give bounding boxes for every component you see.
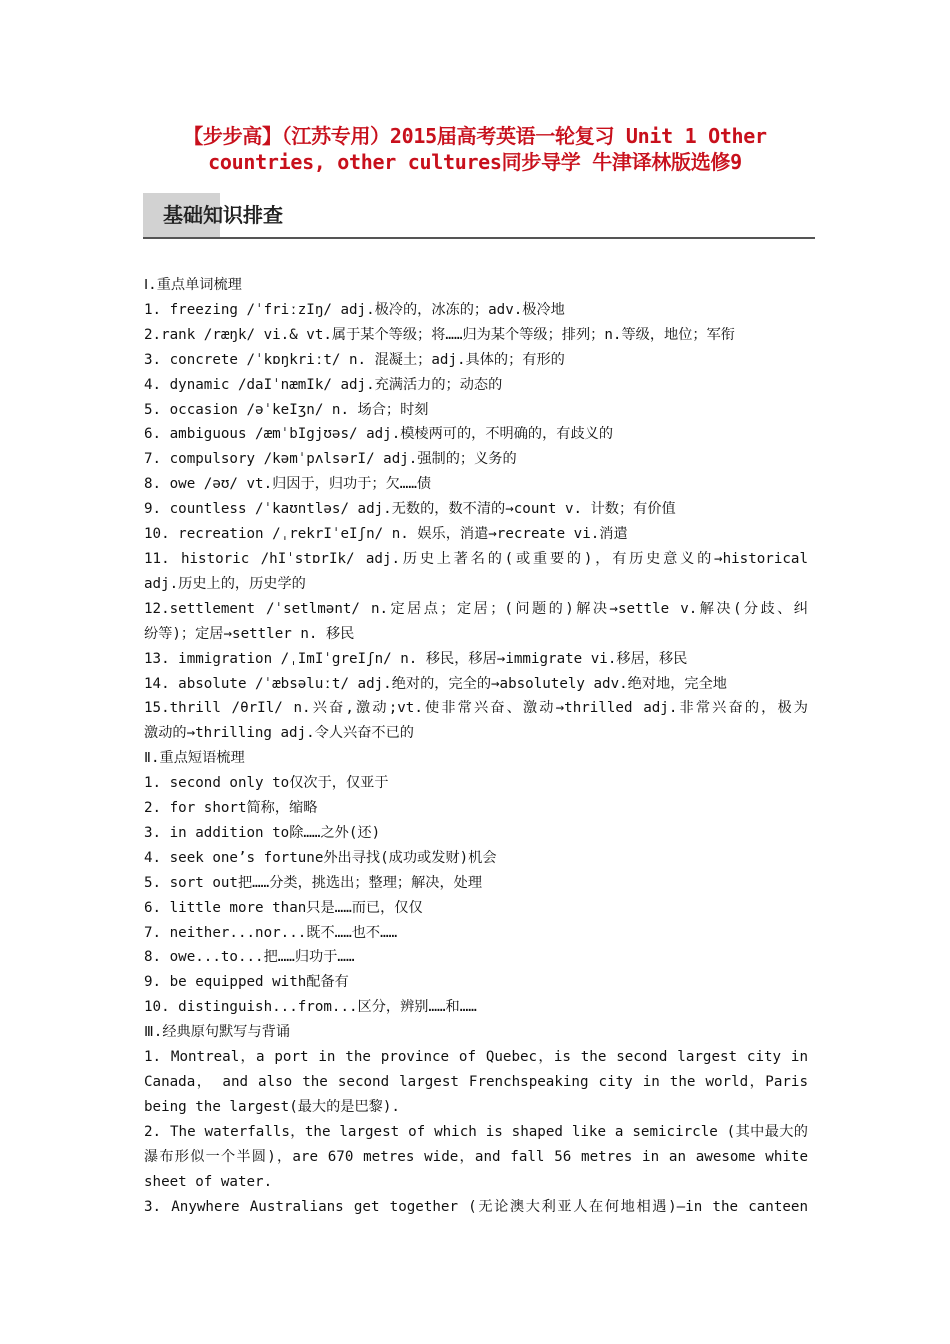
document-title bbox=[120, 123, 830, 175]
phrase-entry: 1. second only to仅次于，仅亚于 bbox=[144, 775, 389, 792]
phrase-entry: 10. distinguish...from...区分，辨别……和…… bbox=[144, 999, 477, 1016]
phrase-entry: 2. for short简称，缩略 bbox=[144, 800, 318, 817]
sentence-entry-continued: sheet of water. bbox=[144, 1173, 273, 1190]
phrase-entry: 6. little more than只是……而已，仅仅 bbox=[144, 899, 423, 916]
word-entry-continued: 纷等)；定居→settler n. 移民 bbox=[144, 625, 355, 642]
word-entry: 2.rank /ræŋk/ vi.& vt.属于某个等级；将……归为某个等级；排列；n.等级，地位；军衔 bbox=[144, 326, 735, 343]
sentence-entry-continued: being the largest(最大的是巴黎). bbox=[144, 1098, 400, 1115]
phrase-entry: 5. sort out把……分类，挑选出；整理；解决，处理 bbox=[144, 874, 483, 891]
section-header-rule bbox=[143, 237, 815, 239]
word-entry: 3. concrete /ˈkɒŋkriːt/ n. 混凝土；adj.具体的；有形的 bbox=[144, 351, 565, 368]
phrase-entry: 4. seek one’s fortune外出寻找(成功或发财)机会 bbox=[144, 849, 497, 866]
phrase-entry: 7. neither...nor...既不……也不…… bbox=[144, 924, 398, 941]
word-entry: 13. immigration /ˌImIˈgreIʃn/ n. 移民，移居→immigrate vi.移居，移民 bbox=[144, 650, 688, 667]
word-entry-continued: 激动的→thrilling adj.令人兴奋不已的 bbox=[144, 725, 414, 742]
word-entry: 8. owe /əʊ/ vt.归因于，归功于；欠……债 bbox=[144, 476, 432, 493]
heading-sentences: Ⅲ.经典原句默写与背诵 bbox=[144, 1024, 291, 1041]
word-entry: 5. occasion /əˈkeIʒn/ n. 场合；时刻 bbox=[144, 401, 429, 418]
section-header bbox=[143, 193, 815, 239]
phrase-entry: 3. in addition to除……之外(还) bbox=[144, 824, 381, 841]
word-entry: 15.thrill /θrIl/ n.兴奋,激动;vt.使非常兴奋、激动→thrilled adj.非常兴奋的，极为 bbox=[144, 700, 808, 717]
heading-phrases: Ⅱ.重点短语梳理 bbox=[144, 750, 245, 767]
section-header-label: 基础知识排查 bbox=[163, 203, 283, 227]
word-entry: 4. dynamic /daIˈnæmIk/ adj.充满活力的；动态的 bbox=[144, 376, 503, 393]
title-line-2: countries, other cultures同步导学 牛津译林版选修9 bbox=[208, 150, 742, 174]
phrase-entry: 8. owe...to...把……归功于…… bbox=[144, 949, 355, 966]
word-entry: 10. recreation /ˌrekrIˈeIʃn/ n. 娱乐，消遣→recreate vi.消遣 bbox=[144, 526, 628, 543]
word-entry: 6. ambiguous /æmˈbIgjʊəs/ adj.模棱两可的，不明确的，有歧义的 bbox=[144, 426, 614, 443]
heading-words: Ⅰ.重点单词梳理 bbox=[144, 277, 242, 293]
word-entry: 9. countless /ˈkaʊntləs/ adj.无数的，数不清的→count v. 计数；有价值 bbox=[144, 501, 676, 518]
word-entry: 1. freezing /ˈfriːzIŋ/ adj.极冷的，冰冻的；adv.极冷地 bbox=[144, 301, 565, 318]
word-entry: 11. historic /hIˈstɒrIk/ adj.历史上著名的(或重要的)，有历史意义的→historical bbox=[144, 550, 808, 567]
sentence-entry-continued: Canada， and also the second largest Frenchspeaking city in the world，Paris bbox=[144, 1074, 808, 1090]
sentence-entry: 2. The waterfalls，the largest of which is shaped like a semicircle (其中最大的 bbox=[144, 1123, 808, 1140]
phrase-entry: 9. be equipped with配备有 bbox=[144, 974, 349, 991]
title-line-1: 【步步高】（江苏专用）2015届高考英语一轮复习 Unit 1 Other bbox=[183, 124, 767, 148]
sentence-entry-continued: 瀑布形似一个半圆)，are 670 metres wide，and fall 56 metres in an awesome white bbox=[144, 1148, 808, 1165]
sentence-entry: 1. Montreal，a port in the province of Quebec，is the second largest city in bbox=[144, 1049, 808, 1066]
word-entry-continued: adj.历史上的，历史学的 bbox=[144, 575, 306, 592]
word-entry: 12.settlement /ˈsetlmənt/ n.定居点；定居；(问题的)解决→settle v.解决(分歧、纠 bbox=[144, 600, 808, 617]
word-entry: 7. compulsory /kəmˈpʌlsərI/ adj.强制的；义务的 bbox=[144, 451, 517, 468]
document-body bbox=[144, 273, 808, 1219]
sentence-entry: 3. Anywhere Australians get together (无论澳大利亚人在何地相遇)—in the canteen bbox=[144, 1198, 808, 1215]
word-entry: 14. absolute /ˈæbsəluːt/ adj.绝对的，完全的→absolutely adv.绝对地，完全地 bbox=[144, 675, 727, 692]
